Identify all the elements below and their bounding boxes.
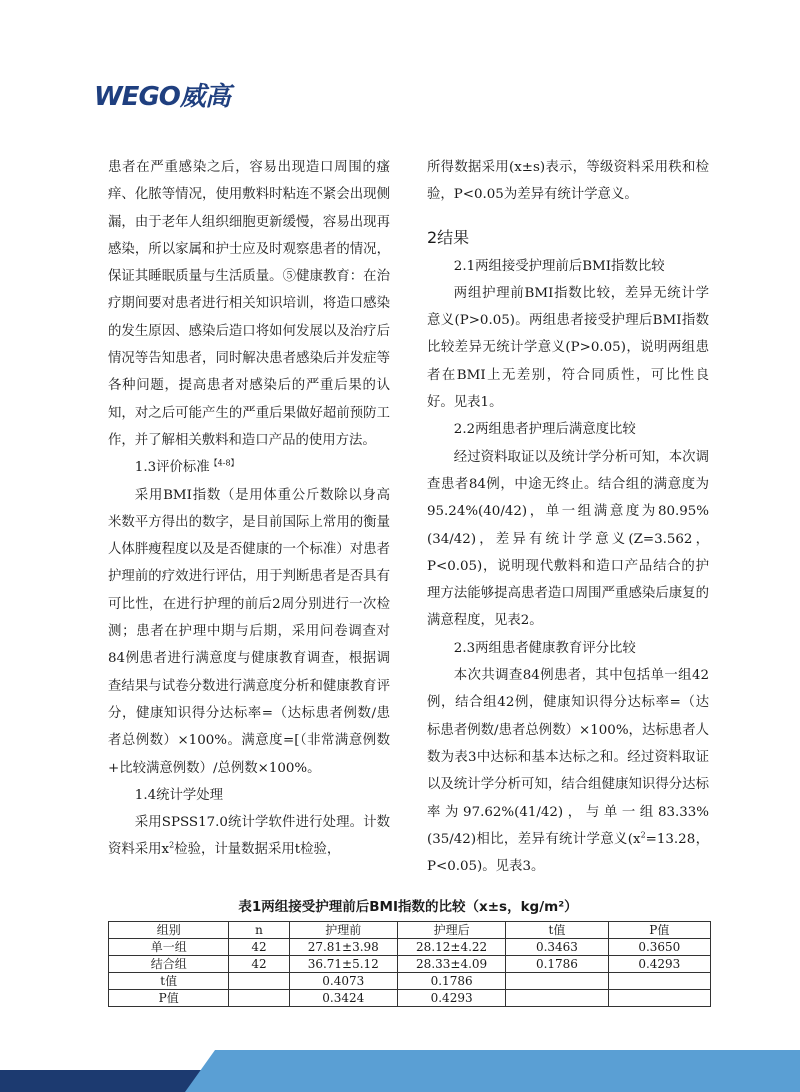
statistics-text-a: 采用SPSS17.0统计学软件进行处理。计数资料采用x — [108, 815, 390, 858]
table-cell: 0.1786 — [506, 956, 608, 973]
reference-marker: 【4-8】 — [209, 458, 239, 468]
table-1 — [108, 921, 711, 1007]
table-cell: 0.3463 — [506, 939, 608, 956]
paragraph-continued: 所得数据采用(x±s)表示，等级资料采用秩和检验，P<0.05为差异有统计学意义。 — [427, 160, 709, 203]
heading-satisfaction: 2.2两组患者护理后满意度比较 — [453, 422, 636, 438]
statistics-text-b: 检验，计量数据采用t检验， — [174, 842, 341, 858]
table-cell — [608, 990, 710, 1007]
table-row — [109, 990, 711, 1007]
header-cell: n — [229, 922, 289, 939]
table-cell: t值 — [109, 973, 229, 990]
header-cell: 组别 — [109, 922, 229, 939]
footer-band-light — [185, 1050, 800, 1092]
table-1-title: 表1两组接受护理前后BMI指数的比较（x±s，kg/m²） — [238, 899, 578, 915]
table-cell: 单一组 — [109, 939, 229, 956]
paragraph-satisfaction: 经过资料取证以及统计学分析可知，本次调查患者84例，中途无终止。结合组的满意度为95.24%(40/42)，单一组满意度为80.95%(34/42)，差异有统计学意义(Z=3.562，P<0.05)，说明现代敷料和造口产品结合的护理方法能够提高患者造口周围严重感染后康复的满意程度，见表2。 — [427, 449, 709, 629]
table-cell: 0.4073 — [289, 973, 397, 990]
table-cell: 42 — [229, 939, 289, 956]
table-cell: 结合组 — [109, 956, 229, 973]
table-cell — [506, 973, 608, 990]
table-cell: 36.71±5.12 — [289, 956, 397, 973]
table-cell: 27.81±3.98 — [289, 939, 397, 956]
heading-evaluation-criteria-text: 1.3评价标准 — [134, 460, 210, 476]
paragraph-statistics — [108, 809, 390, 864]
footer-band — [0, 1050, 800, 1092]
section-results-heading: 2结果 — [427, 227, 470, 247]
table-row — [109, 973, 711, 990]
header-cell: 护理前 — [289, 922, 397, 939]
table-cell — [229, 990, 289, 1007]
table-header-row — [109, 922, 711, 939]
paragraph-health-education — [427, 662, 709, 880]
table-cell: 0.4293 — [608, 956, 710, 973]
table-row — [109, 939, 711, 956]
table-row — [109, 956, 711, 973]
table-cell — [506, 990, 608, 1007]
paragraph-bmi: 两组护理前BMI指数比较，差异无统计学意义(P>0.05)。两组患者接受护理后BMI指数比较差异无统计学意义(P>0.05)，说明两组患者在BMI上无差别，符合同质性，可比性良好。见表1。 — [427, 285, 709, 411]
paragraph-care-measures: 患者在严重感染之后，容易出现造口周围的瘙痒、化脓等情况，使用敷料时粘连不紧会出现侧漏，由于老年人组织细胞更新缓慢，容易出现再感染，所以家属和护士应及时观察患者的情况，保证其睡眠质量与生活质量。⑤健康教育：在治疗期间要对患者进行相关知识培训，将造口感染的发生原因、感染后造口将如何发展以及治疗后情况等告知患者，同时解决患者感染后并发症等各种问题，提高患者对感染后的严重后果的认知，对之后可能产生的严重后果做好超前预防工作，并了解相关敷料和造口产品的使用方法。 — [108, 160, 390, 448]
table-cell — [608, 973, 710, 990]
heading-health-education: 2.3两组患者健康教育评分比较 — [453, 640, 636, 656]
paragraph-evaluation: 采用BMI指数（是用体重公斤数除以身高米数平方得出的数字，是目前国际上常用的衡量人体胖瘦程度以及是否健康的一个标准）对患者护理前的疗效进行评估，用于判断患者是否具有可比性，在进行护理的前后2周分别进行一次检测；患者在护理中期与后期，采用问卷调查对84例患者进行满意度与健康教育调查，根据调查结果与试卷分数进行满意度分析和健康教育评分，健康知识得分达标率=（达标患者例数/患者总例数）×100%。满意度=[（非常满意例数+比较满意例数）/总例数×100%。 — [108, 487, 390, 776]
table-cell: 28.33±4.09 — [397, 956, 505, 973]
header-cell: t值 — [506, 922, 608, 939]
table-cell: 42 — [229, 956, 289, 973]
header-cell: 护理后 — [397, 922, 505, 939]
table-cell — [229, 973, 289, 990]
header-cell: P值 — [608, 922, 710, 939]
table-cell: 0.3424 — [289, 990, 397, 1007]
health-education-text-b: =13.28，P<0.05)。见表3。 — [427, 831, 709, 875]
heading-evaluation-criteria — [108, 454, 390, 481]
superscript-2: 2 — [169, 840, 175, 850]
right-column — [427, 154, 709, 880]
table-cell: 0.1786 — [397, 973, 505, 990]
superscript-2: 2 — [640, 830, 646, 840]
table-cell: 0.4293 — [397, 990, 505, 1007]
heading-statistics: 1.4统计学处理 — [134, 787, 224, 803]
wego-logo: WEGO威高 — [94, 82, 230, 112]
left-column — [108, 154, 390, 864]
table-cell: 28.12±4.22 — [397, 939, 505, 956]
health-education-text-a: 本次共调查84例患者，其中包括单一组42例，结合组42例，健康知识得分达标率=（达标患者例数/患者总例数）×100%，达标患者人数为表3中达标和基本达标之和。经过资料取证以及统计学分析可知，结合组健康知识得分达标率为97.62%(41/42)，与单一组83.33%(35/42)相比，差异有统计学意义(x — [427, 668, 709, 847]
table-cell: 0.3650 — [608, 939, 710, 956]
heading-bmi-comparison: 2.1两组接受护理前后BMI指数比较 — [453, 258, 665, 274]
table-cell: P值 — [109, 990, 229, 1007]
